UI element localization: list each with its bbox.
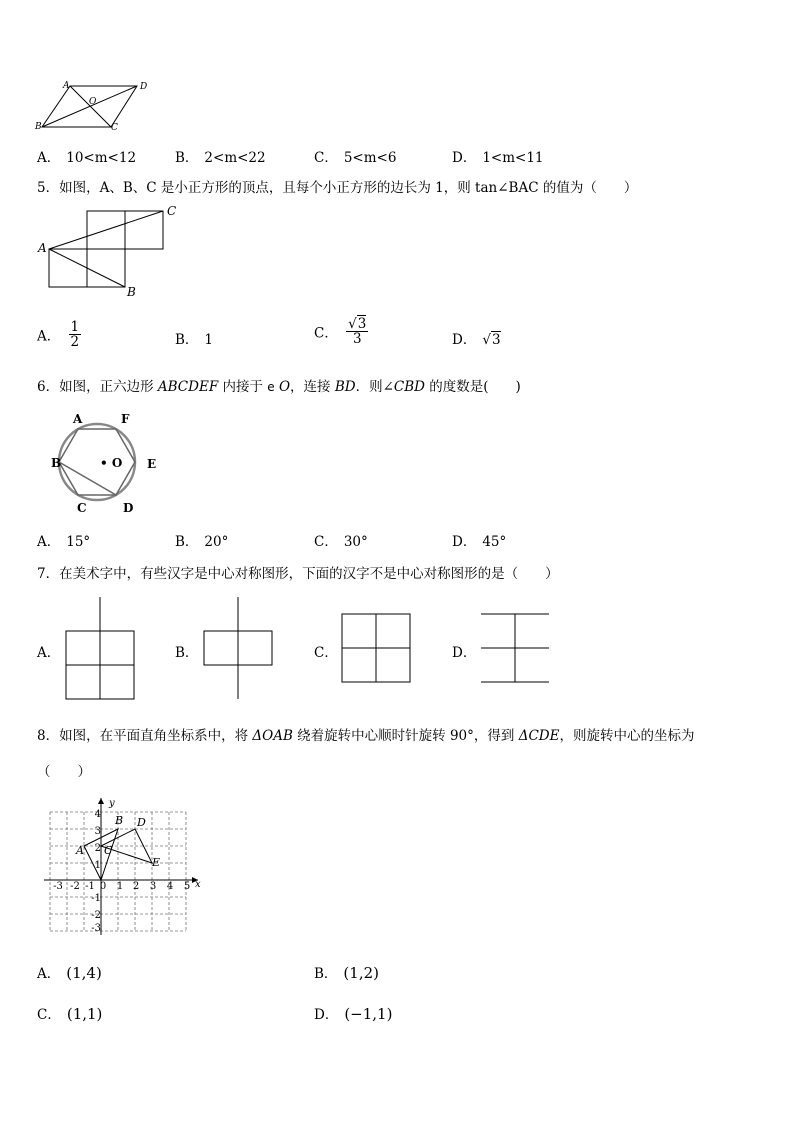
q5-option-b-letter: B．: [175, 332, 199, 348]
q8-option-b[interactable]: [314, 962, 379, 982]
q4-option-b-text: 2<m<22: [204, 150, 266, 166]
q6-label-A: A: [73, 412, 83, 426]
q7-stem: 7．在美术字中，有些汉字是中心对称图形，下面的汉字不是中心对称图形的是（ ）: [37, 566, 559, 582]
q8-x-tick-4: 4: [166, 881, 174, 892]
q8-x-tick-neg2: -2: [70, 881, 80, 892]
q8-option-d[interactable]: [314, 1003, 392, 1023]
q5-option-c-radicand: 3: [357, 316, 367, 332]
q8-x-tick-0: 0: [99, 881, 107, 892]
q5-option-a-denominator: 2: [70, 334, 80, 350]
q6-label-F: F: [121, 412, 130, 426]
q8-y-tick-2: 2: [94, 843, 101, 854]
q5-option-d[interactable]: D． √3: [452, 332, 501, 348]
q6-label-D: D: [123, 501, 134, 515]
q8-option-b-letter: B．: [314, 966, 338, 982]
q5-option-d-radicand: 3: [491, 332, 501, 348]
q6-stem-O: O: [278, 379, 291, 395]
q6-stem-circle-symbol: e: [267, 380, 275, 394]
q4-label-O: O: [89, 97, 97, 107]
q6-option-d-letter: D．: [452, 534, 477, 550]
q8-x-tick-neg3: -3: [53, 881, 63, 892]
q5-option-a-letter: A．: [37, 328, 61, 345]
q5-option-a-numerator: 1: [70, 319, 80, 335]
q6-option-b-letter: B．: [175, 534, 199, 550]
q6-option-c-text: 30°: [343, 534, 368, 550]
q8-option-d-text: (−1,1): [344, 1005, 393, 1023]
q8-y-tick-1: 1: [94, 860, 101, 871]
q8-x-tick-neg1: -1: [85, 881, 95, 892]
q6-label-B: B: [51, 456, 62, 470]
q5-stem: 5．如图，A、B、C 是小正方形的顶点，且每个小正方形的边长为 1，则 tan∠BAC 的值为（ ）: [37, 180, 638, 196]
q6-label-E: E: [147, 457, 157, 471]
q6-label-C: C: [77, 501, 87, 515]
q4-label-B: B: [35, 122, 42, 132]
q4-label-D: D: [140, 82, 148, 92]
q8-option-a[interactable]: [37, 962, 102, 982]
q5-label-A: A: [38, 241, 47, 255]
q4-option-d-text: 1<m<11: [482, 150, 544, 166]
q5-option-d-letter: D．: [452, 332, 477, 348]
q8-x-tick-3: 3: [149, 881, 157, 892]
q8-y-tick-neg2: -2: [91, 910, 101, 921]
q6-stem-CBD: CBD: [393, 379, 425, 395]
q8-point-B: B: [115, 814, 124, 827]
q8-y-tick-3: 3: [94, 826, 101, 837]
q8-option-b-text: (1,2): [343, 964, 379, 982]
q6-stem-prefix: 6．如图，正六边形: [37, 379, 158, 395]
q8-y-tick-4: 4: [94, 809, 101, 820]
q4-option-c-text: 5<m<6: [343, 150, 397, 166]
q8-x-axis-label: x: [195, 879, 201, 890]
q8-option-c-text: (1,1): [66, 1005, 103, 1023]
q4-label-C: C: [111, 123, 118, 133]
q6-option-d-text: 45°: [482, 534, 507, 550]
q8-stem-triangle-oab: ΔOAB: [252, 728, 293, 744]
q8-point-E: E: [152, 856, 161, 869]
q7-option-a-letter[interactable]: A．: [37, 645, 61, 661]
q5-option-b-text: 1: [204, 332, 214, 348]
q4-option-c-letter: C．: [314, 150, 338, 166]
q6-option-c-letter: C．: [314, 534, 338, 550]
q8-option-d-letter: D．: [314, 1007, 339, 1023]
q8-y-tick-neg3: -3: [91, 923, 101, 934]
q6-stem-mid3: ．则∠: [355, 379, 394, 395]
q8-stem-mid: 绕着旋转中心顺时针旋转 90°，得到: [292, 728, 519, 744]
q6-stem-hexagon: ABCDEF: [157, 379, 219, 395]
q5-label-B: B: [127, 285, 136, 299]
q8-stem-end: ，则旋转中心的坐标为: [559, 728, 695, 744]
q8-point-C: C: [104, 844, 113, 857]
q8-x-tick-5: 5: [183, 881, 191, 892]
q6-option-b-text: 20°: [204, 534, 229, 550]
q6-stem-end: 的度数是( ): [424, 379, 521, 395]
q8-option-a-text: (1,4): [66, 964, 102, 982]
q7-option-b-letter[interactable]: B．: [175, 645, 199, 661]
q6-stem-BD: BD: [334, 379, 356, 395]
q5-label-C: C: [167, 204, 177, 218]
q5-option-c-letter: C．: [314, 325, 338, 342]
q7-option-d-letter[interactable]: D．: [452, 645, 477, 661]
q4-option-a-letter: A．: [37, 150, 61, 166]
q7-option-c-letter[interactable]: C．: [314, 645, 338, 661]
q8-option-c-letter: C．: [37, 1007, 61, 1023]
q8-point-D: D: [137, 816, 146, 829]
q6-stem-mid1: 内接于: [218, 379, 268, 395]
q6-option-a-letter: A．: [37, 534, 61, 550]
q4-label-A: A: [63, 81, 70, 91]
q8-point-A: A: [76, 844, 84, 857]
q8-y-tick-neg1: -1: [91, 893, 101, 904]
q5-option-c-denominator: 3: [352, 331, 362, 347]
q6-label-O: • O: [100, 456, 123, 470]
q8-y-axis-label: y: [109, 798, 115, 809]
q5-option-c-numerator: √3: [348, 316, 367, 332]
q8-stem-triangle-cde: ΔCDE: [518, 728, 560, 744]
q8-option-c[interactable]: [37, 1003, 102, 1023]
q6-option-a-text: 15°: [66, 534, 91, 550]
q4-option-a-text: 10<m<12: [66, 150, 137, 166]
q8-x-tick-2: 2: [132, 881, 140, 892]
q4-option-b-letter: B．: [175, 150, 199, 166]
q6-stem-mid2: ，连接: [290, 379, 335, 395]
q8-stem-prefix: 8．如图，在平面直角坐标系中，将: [37, 728, 253, 744]
q8-x-tick-1: 1: [116, 881, 124, 892]
q8-stem-line2: （ ）: [37, 764, 91, 780]
q4-option-d-letter: D．: [452, 150, 477, 166]
q8-option-a-letter: A．: [37, 966, 61, 982]
